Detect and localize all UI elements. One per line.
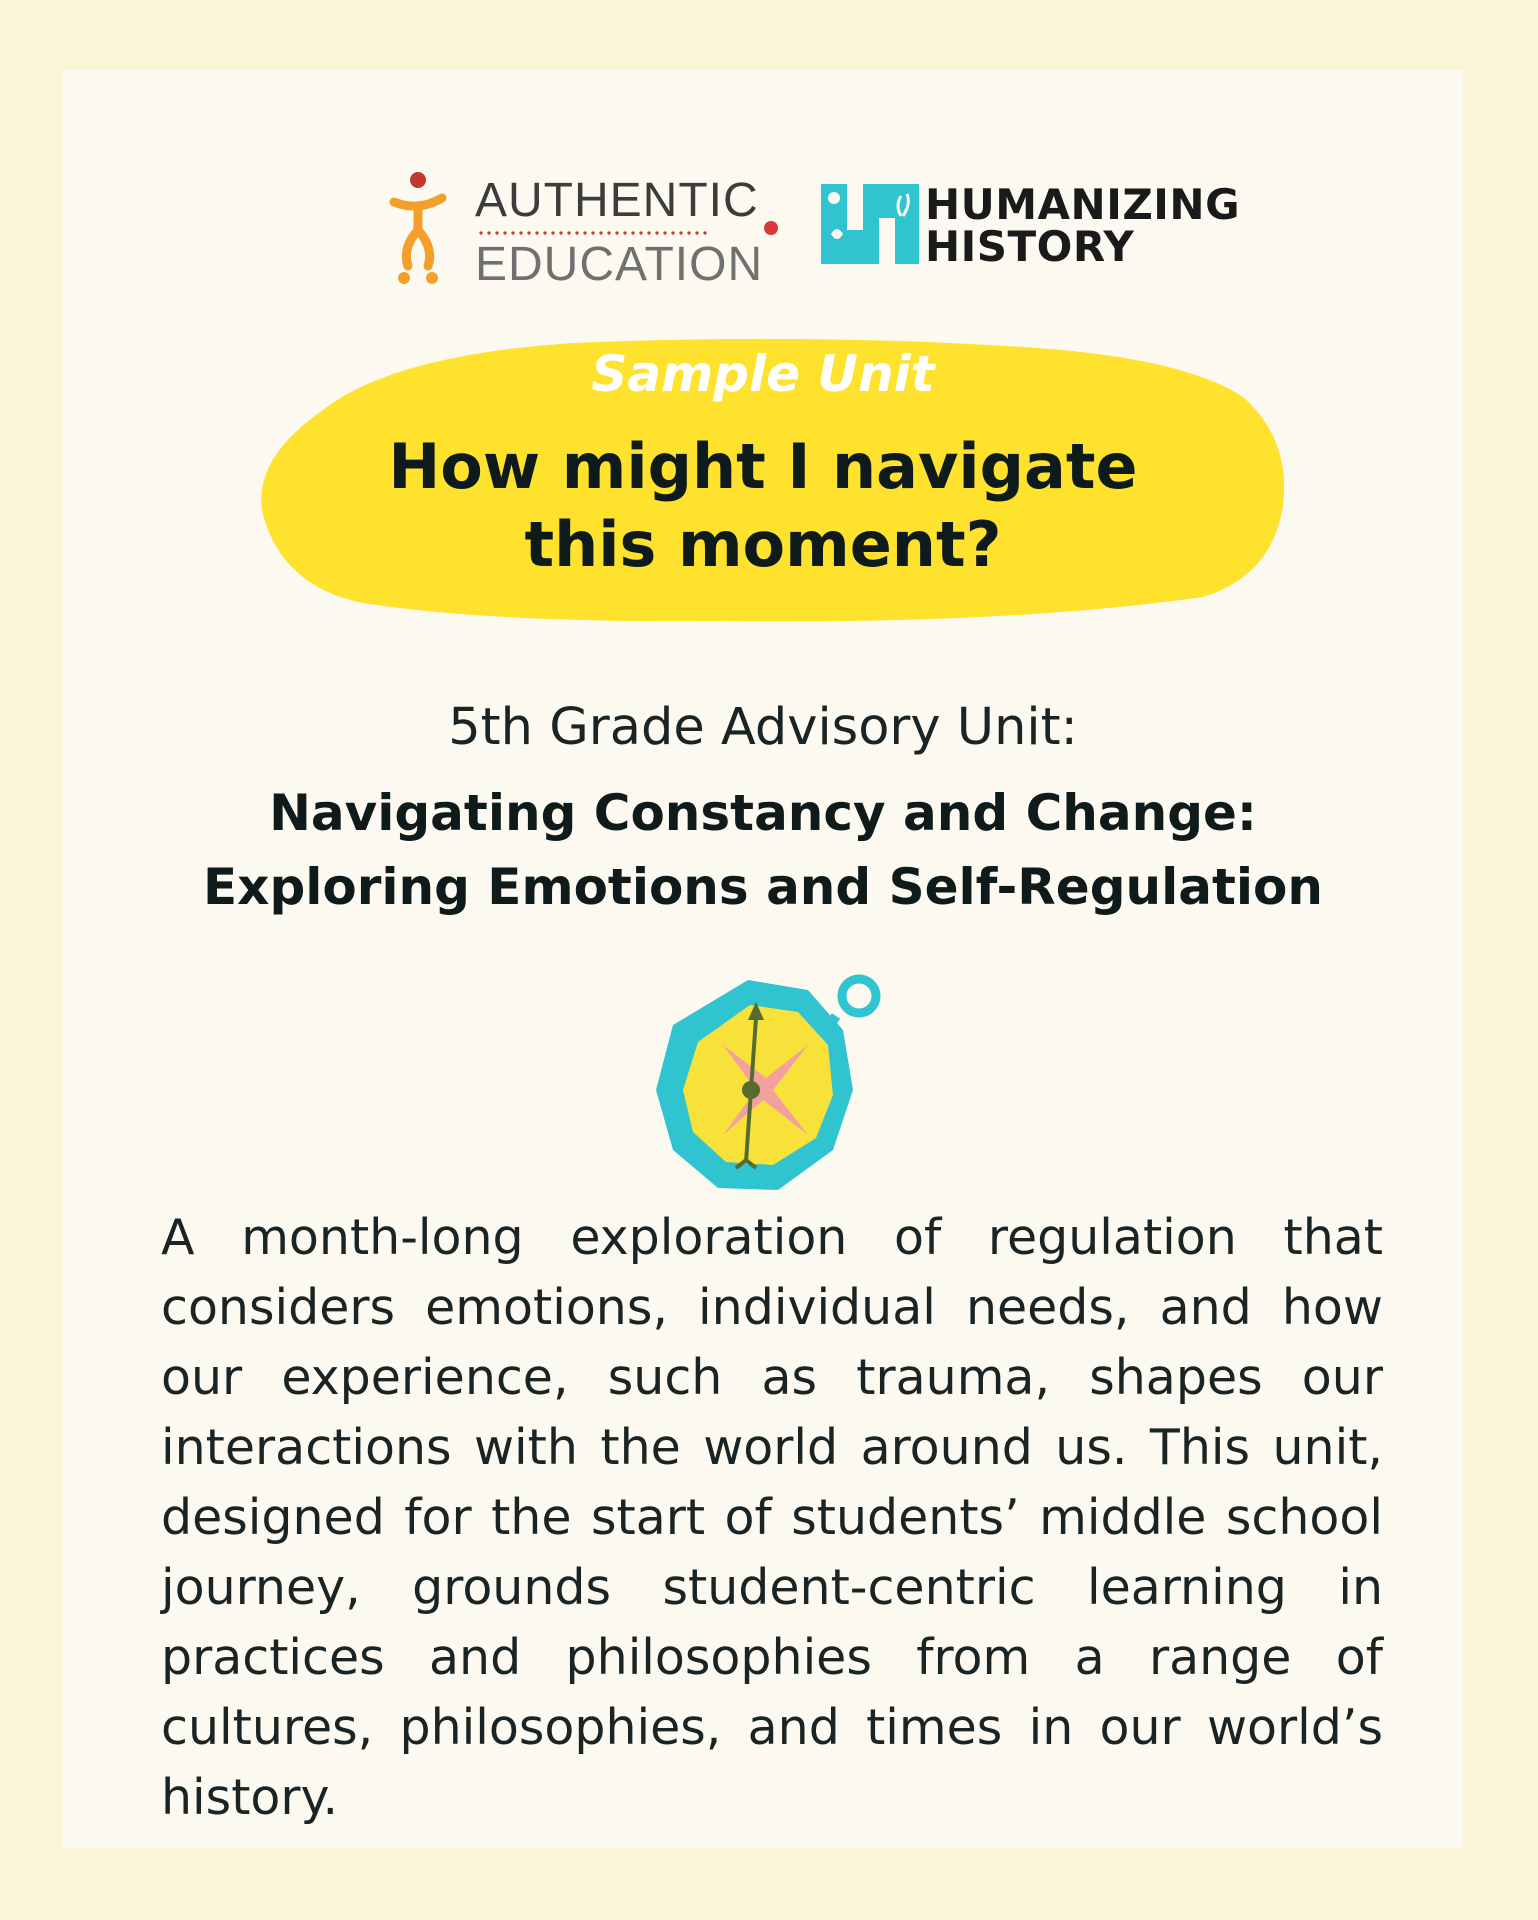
unit-card [63, 70, 1463, 1848]
logo-bar [63, 122, 1463, 291]
hero-question-line1: How might I navigate [388, 430, 1138, 503]
authentic-education-logo-icon [388, 170, 478, 288]
unit-description: A month-long exploration of regulation that considers emotions, individual needs, and how our experience, such as trauma, shapes our interactions with the world around us. This unit, designed for the start of students’ middle school journey, grounds student-centric learning in practices and philosophies from a range of cultures, philosophies, and times in our world’s history. [161, 1209, 1383, 1826]
compass-icon [638, 950, 908, 1210]
unit-title [63, 776, 1463, 924]
authentic-education-line1: AUTHENTIC [475, 174, 759, 227]
logo-separator-dot [764, 221, 778, 235]
hero-question [63, 428, 1463, 584]
humanizing-history-logo-icon [821, 184, 919, 264]
humanizing-history-line1: HUMANIZING [925, 180, 1241, 229]
authentic-education-wordmark [475, 174, 764, 291]
humanizing-history-line2: HISTORY [925, 222, 1135, 271]
hero-question-line2: this moment? [524, 508, 1002, 581]
authentic-education-dots [477, 231, 710, 235]
grade-line: 5th Grade Advisory Unit: [448, 698, 1078, 757]
authentic-education-line2: EDUCATION [475, 238, 764, 291]
unit-title-line1: Navigating Constancy and Change: [269, 784, 1257, 842]
unit-title-line2: Exploring Emotions and Self-Regulation [203, 858, 1323, 916]
sample-unit-label: Sample Unit [591, 345, 935, 403]
humanizing-history-wordmark [925, 180, 1241, 271]
